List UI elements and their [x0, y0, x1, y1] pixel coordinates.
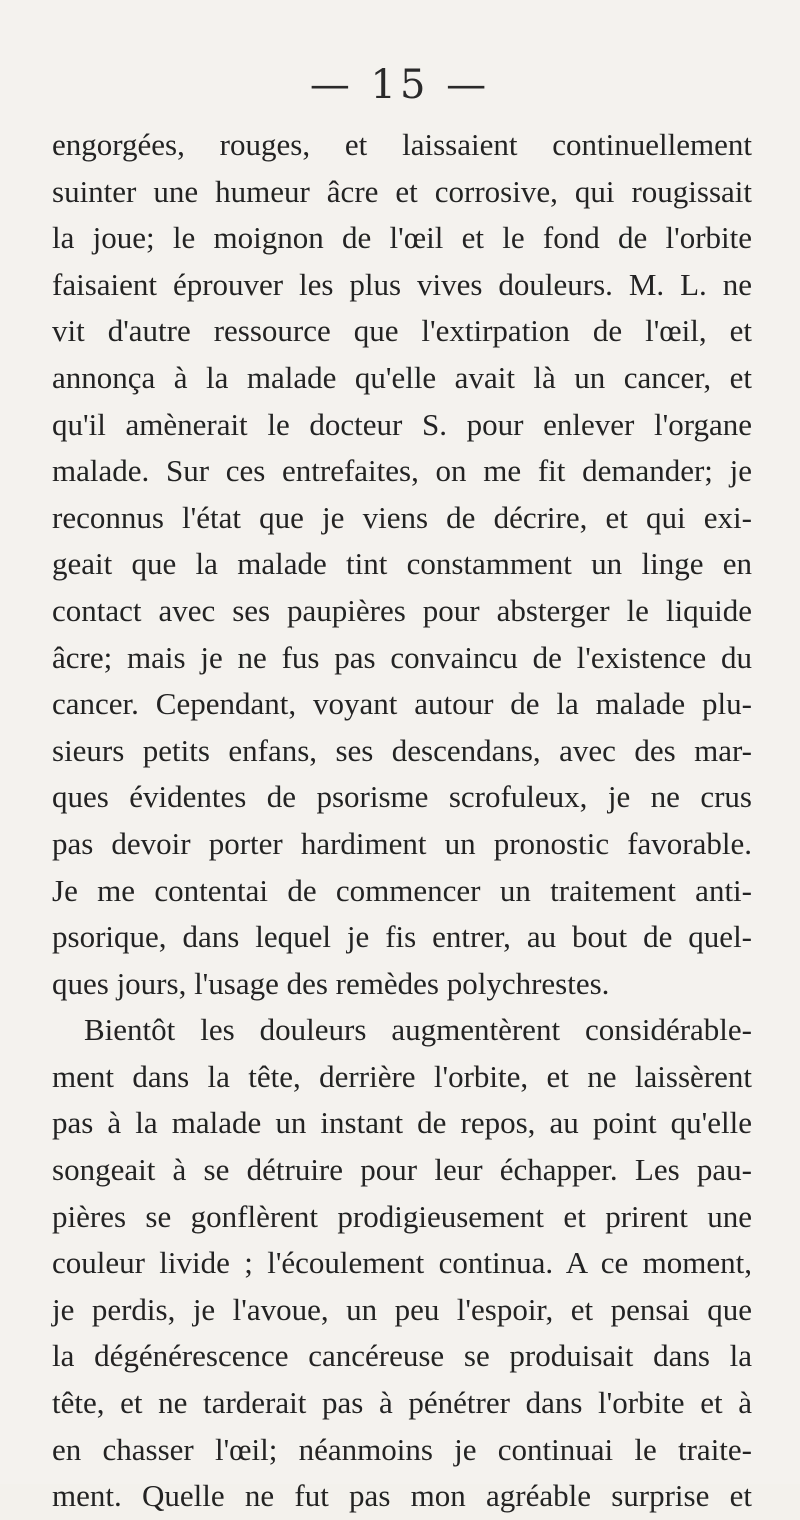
text-line: ment dans la tête, derrière l'orbite, et ne laissèrent — [52, 1058, 752, 1094]
text-line: pas devoir porter hardiment un pronostic favorable. — [52, 825, 752, 861]
text-line: geait que la malade tint constamment un linge en — [52, 546, 752, 582]
text-line: je perdis, je l'avoue, un peu l'espoir, et pensai que — [52, 1291, 752, 1327]
body-text — [52, 122, 752, 1520]
text-line: en chasser l'œil; néanmoins je continuai le traite- — [52, 1431, 752, 1467]
text-line: la dégénérescence cancéreuse se produisait dans la — [52, 1338, 752, 1374]
text-line: Je me contentai de commencer un traitement anti- — [52, 872, 752, 908]
text-line: Bientôt les douleurs augmentèrent considérable- — [84, 1012, 752, 1048]
text-line: annonça à la malade qu'elle avait là un cancer, et — [52, 359, 752, 395]
page-number: — 15 — — [309, 62, 491, 108]
text-line: sieurs petits enfans, ses descendans, avec des mar- — [52, 732, 752, 768]
text-line: suinter une humeur âcre et corrosive, qui rougissait — [52, 173, 752, 209]
text-line: malade. Sur ces entrefaites, on me fit demander; je — [52, 453, 752, 489]
text-line: cancer. Cependant, voyant autour de la malade plu- — [52, 686, 752, 722]
text-line: psorique, dans lequel je fis entrer, au bout de quel- — [52, 919, 752, 955]
text-line: la joue; le moignon de l'œil et le fond de l'orbite — [52, 220, 752, 256]
text-line: qu'il amènerait le docteur S. pour enlever l'organe — [52, 406, 752, 442]
text-line: pas à la malade un instant de repos, au point qu'elle — [52, 1105, 752, 1141]
text-line: contact avec ses paupières pour absterger le liquide — [52, 592, 752, 628]
text-line: âcre; mais je ne fus pas convaincu de l'existence du — [52, 639, 752, 675]
text-line: couleur livide ; l'écoulement continua. A ce moment, — [52, 1245, 752, 1281]
text-line: ment. Quelle ne fut pas mon agréable surprise et — [52, 1478, 752, 1514]
text-line: ques jours, l'usage des remèdes polychrestes. — [52, 965, 610, 1001]
text-line: vit d'autre ressource que l'extirpation de l'œil, et — [52, 313, 752, 349]
text-line: ques évidentes de psorisme scrofuleux, je ne crus — [52, 779, 752, 815]
text-line: tête, et ne tarderait pas à pénétrer dans l'orbite et à — [52, 1385, 752, 1421]
text-line: pières se gonflèrent prodigieusement et prirent une — [52, 1198, 752, 1234]
text-line: reconnus l'état que je viens de décrire, et qui exi- — [52, 499, 752, 535]
text-line: engorgées, rouges, et laissaient continuellement — [52, 127, 752, 162]
text-line: faisaient éprouver les plus vives douleurs. M. L. ne — [52, 266, 752, 302]
text-line: songeait à se détruire pour leur échapper. Les pau- — [52, 1152, 752, 1188]
